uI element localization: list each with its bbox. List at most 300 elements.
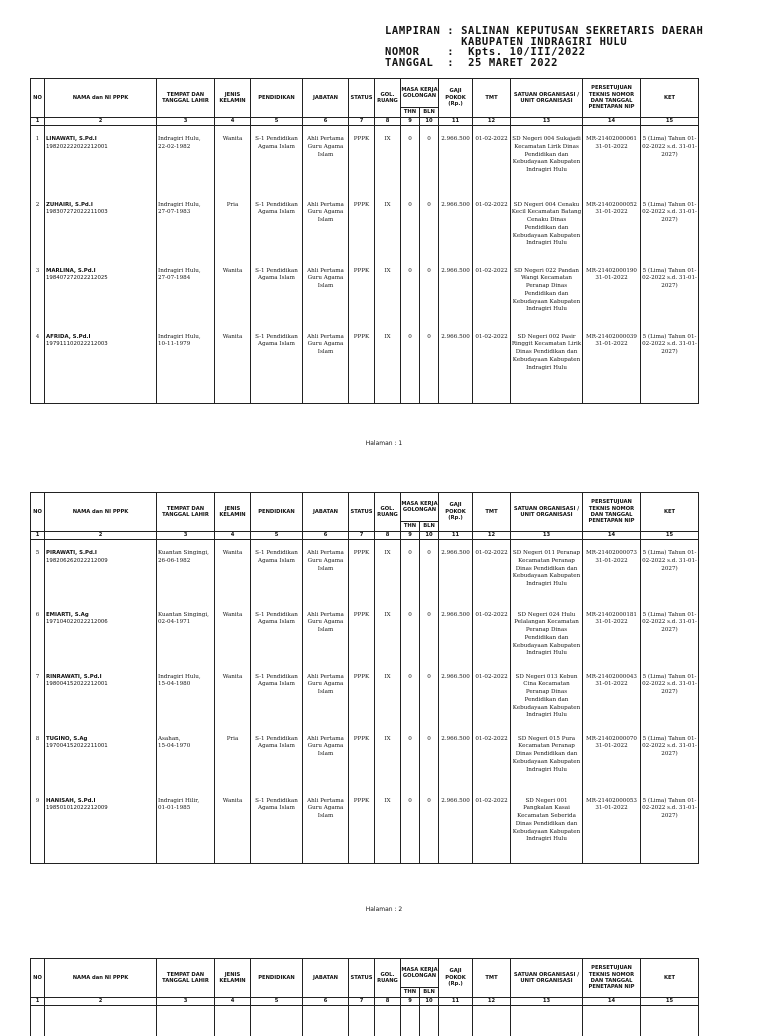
empty-cell (215, 850, 251, 864)
col-nama-header: NAMA dan NI PPPK (45, 959, 157, 998)
empty-cell (439, 850, 473, 864)
birth-place: Indragiri Hulu, (158, 333, 201, 340)
education: S-1 Pendidikan Agama Islam (251, 258, 303, 324)
column-number: 14 (583, 118, 641, 126)
col-jenis-header: JENIS KELAMIN (215, 79, 251, 118)
column-number: 4 (215, 998, 251, 1006)
empty-cell (439, 1006, 473, 1036)
approval-date: 31-01-2022 (595, 805, 628, 812)
remarks: 5 (Lima) Tahun 01-02-2022 s.d. 31-01-2027) (641, 540, 699, 602)
header-label: LAMPIRAN (385, 25, 441, 37)
column-number: 2 (45, 118, 157, 126)
col-bln-header: BLN (420, 108, 439, 118)
empty-cell (157, 1006, 215, 1036)
rank: IX (375, 126, 401, 192)
empty-cell (511, 850, 583, 864)
approval-number: MR-21402000043 (586, 673, 637, 680)
empty-cell (473, 850, 511, 864)
col-tmt-header: TMT (473, 493, 511, 532)
row-birth-cell (157, 664, 215, 726)
employee-nip: 198004152022212001 (46, 681, 108, 688)
position: Ahli Pertama Guru Agama Islam (303, 324, 349, 390)
row-birth-cell (157, 788, 215, 850)
service-years: 0 (401, 258, 420, 324)
column-number: 9 (401, 118, 420, 126)
col-masa-header: MASA KERJA GOLONGAN (401, 79, 439, 108)
basic-salary: 2.966.500 (439, 602, 473, 664)
row-number: 1 (31, 126, 45, 192)
empty-cell (420, 850, 439, 864)
column-number: 12 (473, 532, 511, 540)
col-persetujuan-header: PERSETUJUAN TEKNIS NOMOR DAN TANGGAL PENETAPAN NIP (583, 493, 641, 532)
empty-cell (31, 1006, 45, 1036)
column-number: 2 (45, 532, 157, 540)
table-row (31, 324, 699, 390)
col-jabatan-header: JABATAN (303, 959, 349, 998)
document-header (385, 26, 703, 68)
education: S-1 Pendidikan Agama Islam (251, 192, 303, 258)
basic-salary: 2.966.500 (439, 726, 473, 788)
header-separator: : (447, 56, 469, 69)
column-number: 11 (439, 532, 473, 540)
empty-cell (641, 1006, 699, 1036)
column-number: 1 (31, 532, 45, 540)
position: Ahli Pertama Guru Agama Islam (303, 602, 349, 664)
col-jenis-header: JENIS KELAMIN (215, 959, 251, 998)
col-thn-header: THN (401, 108, 420, 118)
row-number: 2 (31, 192, 45, 258)
education: S-1 Pendidikan Agama Islam (251, 664, 303, 726)
column-number: 8 (375, 118, 401, 126)
column-number-row (31, 532, 699, 540)
organization-unit: SD Negeri 024 Hulu Pelalangan Kecamatan Peranap Dinas Pendidikan dan Kebudayaan Kabupaten Indragiri Hulu (511, 602, 583, 664)
column-number: 7 (349, 532, 375, 540)
empty-cell (215, 390, 251, 404)
gender: Wanita (215, 602, 251, 664)
basic-salary: 2.966.500 (439, 788, 473, 850)
data-table (30, 78, 699, 404)
status: PPPK (349, 192, 375, 258)
birth-date: 22-02-1982 (158, 143, 191, 150)
service-months: 0 (420, 324, 439, 390)
position: Ahli Pertama Guru Agama Islam (303, 788, 349, 850)
gender: Pria (215, 192, 251, 258)
birth-date: 02-04-1971 (158, 619, 191, 626)
empty-cell (251, 1006, 303, 1036)
column-number: 2 (45, 998, 157, 1006)
row-birth-cell (157, 726, 215, 788)
row-birth-cell (157, 258, 215, 324)
employee-name: LINAWATI, S.Pd.I (46, 136, 97, 142)
rank: IX (375, 788, 401, 850)
remarks: 5 (Lima) Tahun 01-02-2022 s.d. 31-01-2027) (641, 192, 699, 258)
empty-cell (31, 850, 45, 864)
remarks: 5 (Lima) Tahun 01-02-2022 s.d. 31-01-2027) (641, 126, 699, 192)
row-number: 7 (31, 664, 45, 726)
rank: IX (375, 602, 401, 664)
column-number: 5 (251, 998, 303, 1006)
education: S-1 Pendidikan Agama Islam (251, 788, 303, 850)
col-no-header: NO (31, 959, 45, 998)
col-pendidikan-header: PENDIDIKAN (251, 493, 303, 532)
table-filler-row (31, 390, 699, 404)
gender: Wanita (215, 664, 251, 726)
col-gol-header: GOL. RUANG (375, 493, 401, 532)
employee-nip: 198202222022212001 (46, 143, 108, 150)
start-date: 01-02-2022 (473, 192, 511, 258)
column-number: 9 (401, 998, 420, 1006)
column-number: 5 (251, 532, 303, 540)
service-months: 0 (420, 664, 439, 726)
header-value: 25 MARET 2022 (468, 56, 559, 69)
empty-cell (401, 850, 420, 864)
approval-number: MR-21402000061 (586, 136, 637, 142)
empty-cell (583, 1006, 641, 1036)
remarks: 5 (Lima) Tahun 01-02-2022 s.d. 31-01-2027) (641, 726, 699, 788)
row-name-cell (45, 602, 157, 664)
column-number: 14 (583, 998, 641, 1006)
table-row (31, 726, 699, 788)
column-number: 6 (303, 998, 349, 1006)
column-number: 12 (473, 998, 511, 1006)
birth-date: 10-11-1979 (158, 341, 191, 348)
row-birth-cell (157, 602, 215, 664)
approval-date: 31-01-2022 (595, 681, 628, 688)
start-date: 01-02-2022 (473, 258, 511, 324)
service-months: 0 (420, 602, 439, 664)
col-gaji-header: GAJI POKOK (Rp.) (439, 959, 473, 998)
employee-name: MARLINA, S.Pd.I (46, 267, 96, 274)
position: Ahli Pertama Guru Agama Islam (303, 664, 349, 726)
service-months: 0 (420, 726, 439, 788)
approval-date: 31-01-2022 (595, 209, 628, 216)
status: PPPK (349, 664, 375, 726)
row-name-cell (45, 788, 157, 850)
empty-cell (420, 1006, 439, 1036)
col-satuan-header: SATUAN ORGANISASI / UNIT ORGANISASI (511, 959, 583, 998)
col-pendidikan-header: PENDIDIKAN (251, 79, 303, 118)
approval-cell (583, 324, 641, 390)
employee-name: HANISAH, S.Pd.I (46, 797, 96, 804)
status: PPPK (349, 788, 375, 850)
birth-place: Indragiri Hulu, (158, 267, 201, 274)
approval-cell (583, 192, 641, 258)
empty-cell (641, 390, 699, 404)
column-number-row (31, 118, 699, 126)
service-years: 0 (401, 726, 420, 788)
remarks: 5 (Lima) Tahun 01-02-2022 s.d. 31-01-2027) (641, 664, 699, 726)
empty-cell (583, 850, 641, 864)
empty-cell (349, 390, 375, 404)
organization-unit: SD Negeri 015 Pura Kecamatan Peranap Dinas Pendidikan dan Kebudayaan Kabupaten Indragiri Hulu (511, 726, 583, 788)
col-gol-header: GOL. RUANG (375, 79, 401, 118)
empty-cell (303, 390, 349, 404)
row-number: 9 (31, 788, 45, 850)
row-name-cell (45, 726, 157, 788)
table-row (31, 540, 699, 602)
col-ket-header: KET (641, 79, 699, 118)
header-label: NOMOR (385, 46, 448, 58)
column-number: 14 (583, 532, 641, 540)
approval-date: 31-01-2022 (595, 275, 628, 282)
column-number: 11 (439, 998, 473, 1006)
column-number: 3 (157, 532, 215, 540)
basic-salary: 2.966.500 (439, 324, 473, 390)
empty-cell (45, 1006, 157, 1036)
empty-cell (215, 1006, 251, 1036)
empty-cell (473, 1006, 511, 1036)
service-months: 0 (420, 540, 439, 602)
approval-cell (583, 258, 641, 324)
col-satuan-header: SATUAN ORGANISASI / UNIT ORGANISASI (511, 493, 583, 532)
birth-place: Indragiri Hulu, (158, 136, 201, 142)
empty-cell (511, 1006, 583, 1036)
row-number: 3 (31, 258, 45, 324)
row-number: 4 (31, 324, 45, 390)
birth-date: 15-04-1970 (158, 743, 191, 750)
row-birth-cell (157, 192, 215, 258)
col-jabatan-header: JABATAN (303, 493, 349, 532)
education: S-1 Pendidikan Agama Islam (251, 726, 303, 788)
employee-nip: 198307272022211003 (46, 209, 108, 216)
col-ket-header: KET (641, 493, 699, 532)
rank: IX (375, 664, 401, 726)
organization-unit: SD Negeri 001 Pangkalan Kasai Kecamatan Seberida Dinas Pendidikan dan Kebudayaan Kabupaten Indragiri Hulu (511, 788, 583, 850)
column-number: 15 (641, 118, 699, 126)
service-years: 0 (401, 540, 420, 602)
header-value: SALINAN KEPUTUSAN SEKRETARIS DAERAH (461, 25, 704, 37)
education: S-1 Pendidikan Agama Islam (251, 602, 303, 664)
rank: IX (375, 258, 401, 324)
approval-cell (583, 788, 641, 850)
position: Ahli Pertama Guru Agama Islam (303, 726, 349, 788)
col-tmt-header: TMT (473, 79, 511, 118)
col-thn-header: THN (401, 988, 420, 998)
approval-number: MR-21402000190 (586, 267, 637, 274)
education: S-1 Pendidikan Agama Islam (251, 126, 303, 192)
position: Ahli Pertama Guru Agama Islam (303, 540, 349, 602)
header-value: Kpts. 10/III/2022 (468, 46, 586, 58)
column-number: 11 (439, 118, 473, 126)
empty-cell (303, 850, 349, 864)
col-jenis-header: JENIS KELAMIN (215, 493, 251, 532)
start-date: 01-02-2022 (473, 540, 511, 602)
col-tempat-header: TEMPAT DAN TANGGAL LAHIR (157, 493, 215, 532)
service-months: 0 (420, 192, 439, 258)
service-months: 0 (420, 258, 439, 324)
remarks: 5 (Lima) Tahun 01-02-2022 s.d. 31-01-2027) (641, 788, 699, 850)
header-line (385, 58, 703, 69)
empty-cell (401, 1006, 420, 1036)
col-no-header: NO (31, 493, 45, 532)
col-masa-header: MASA KERJA GOLONGAN (401, 493, 439, 522)
empty-cell (157, 390, 215, 404)
column-number: 4 (215, 118, 251, 126)
empty-cell (375, 1006, 401, 1036)
approval-number: MR-21402000070 (586, 735, 637, 742)
service-years: 0 (401, 664, 420, 726)
column-number: 8 (375, 532, 401, 540)
col-jabatan-header: JABATAN (303, 79, 349, 118)
col-nama-header: NAMA dan NI PPPK (45, 493, 157, 532)
birth-date: 27-07-1983 (158, 209, 191, 216)
column-number: 1 (31, 118, 45, 126)
employee-nip: 197104022022212006 (46, 619, 108, 626)
basic-salary: 2.966.500 (439, 258, 473, 324)
empty-cell (349, 850, 375, 864)
birth-place: Kuantan Singingi, (158, 550, 209, 556)
row-birth-cell (157, 126, 215, 192)
column-number: 4 (215, 532, 251, 540)
empty-cell (641, 850, 699, 864)
approval-date: 31-01-2022 (595, 341, 628, 348)
employee-name: PIRAWATI, S.Pd.I (46, 550, 97, 556)
start-date: 01-02-2022 (473, 664, 511, 726)
gender: Wanita (215, 788, 251, 850)
column-number-row (31, 998, 699, 1006)
approval-cell (583, 664, 641, 726)
organization-unit: SD Negeri 011 Peranap Kecamatan Peranap Dinas Pendidikan dan Kebudayaan Kabupaten Indragiri Hulu (511, 540, 583, 602)
column-number: 9 (401, 532, 420, 540)
start-date: 01-02-2022 (473, 602, 511, 664)
employee-name: TUGINO, S.Ag (46, 735, 88, 742)
approval-number: MR-21402000181 (586, 611, 637, 618)
row-number: 5 (31, 540, 45, 602)
status: PPPK (349, 324, 375, 390)
empty-cell (420, 390, 439, 404)
table-row (31, 258, 699, 324)
empty-cell (303, 1006, 349, 1036)
birth-place: Indragiri Hilir, (158, 797, 200, 804)
col-persetujuan-header: PERSETUJUAN TEKNIS NOMOR DAN TANGGAL PENETAPAN NIP (583, 959, 641, 998)
employee-name: ZUHAIRI, S.Pd.I (46, 201, 93, 208)
rank: IX (375, 726, 401, 788)
empty-cell (473, 390, 511, 404)
employee-nip: 197004152022211001 (46, 743, 108, 750)
approval-cell (583, 126, 641, 192)
empty-cell (157, 850, 215, 864)
empty-cell (401, 390, 420, 404)
service-years: 0 (401, 324, 420, 390)
organization-unit: SD Negeri 004 Sukajadi Kecamatan Lirik Dinas Pendidikan dan Kebudayaan Kabupaten Indragiri Hulu (511, 126, 583, 192)
remarks: 5 (Lima) Tahun 01-02-2022 s.d. 31-01-2027) (641, 324, 699, 390)
header-separator: : (447, 46, 469, 58)
remarks: 5 (Lima) Tahun 01-02-2022 s.d. 31-01-2027) (641, 258, 699, 324)
col-no-header: NO (31, 79, 45, 118)
empty-cell (251, 390, 303, 404)
col-bln-header: BLN (420, 522, 439, 532)
header-separator: : (440, 25, 462, 37)
col-pendidikan-header: PENDIDIKAN (251, 959, 303, 998)
employee-name: RINRAWATI, S.Pd.I (46, 673, 102, 680)
employee-nip: 198206262022212009 (46, 557, 108, 564)
col-tempat-header: TEMPAT DAN TANGGAL LAHIR (157, 79, 215, 118)
column-number: 15 (641, 532, 699, 540)
empty-cell (31, 390, 45, 404)
gender: Wanita (215, 258, 251, 324)
table-row (31, 788, 699, 850)
column-number: 15 (641, 998, 699, 1006)
column-number: 13 (511, 118, 583, 126)
col-gaji-header: GAJI POKOK (Rp.) (439, 79, 473, 118)
approval-date: 31-01-2022 (595, 557, 628, 564)
birth-date: 15-04-1980 (158, 681, 191, 688)
gender: Pria (215, 726, 251, 788)
organization-unit: SD Negeri 022 Pandan Wangi Kecamatan Peranap Dinas Pendidikan dan Kebudayaan Kabupaten Indragiri Hulu (511, 258, 583, 324)
column-number: 10 (420, 998, 439, 1006)
col-persetujuan-header: PERSETUJUAN TEKNIS NOMOR DAN TANGGAL PENETAPAN NIP (583, 79, 641, 118)
service-years: 0 (401, 126, 420, 192)
row-birth-cell (157, 324, 215, 390)
birth-date: 26-06-1982 (158, 557, 191, 564)
col-status-header: STATUS (349, 959, 375, 998)
approval-date: 31-01-2022 (595, 619, 628, 626)
table-filler-row (31, 850, 699, 864)
row-number: 8 (31, 726, 45, 788)
col-ket-header: KET (641, 959, 699, 998)
service-months: 0 (420, 126, 439, 192)
service-years: 0 (401, 788, 420, 850)
approval-date: 31-01-2022 (595, 743, 628, 750)
col-gol-header: GOL. RUANG (375, 959, 401, 998)
service-years: 0 (401, 602, 420, 664)
remarks: 5 (Lima) Tahun 01-02-2022 s.d. 31-01-2027) (641, 602, 699, 664)
header-label: TANGGAL (385, 56, 448, 69)
table-row (31, 602, 699, 664)
col-tmt-header: TMT (473, 959, 511, 998)
column-number: 1 (31, 998, 45, 1006)
education: S-1 Pendidikan Agama Islam (251, 324, 303, 390)
employee-nip: 198407272022212025 (46, 275, 108, 282)
column-number: 8 (375, 998, 401, 1006)
empty-cell (45, 850, 157, 864)
status: PPPK (349, 726, 375, 788)
column-number: 12 (473, 118, 511, 126)
empty-cell (583, 390, 641, 404)
approval-number: MR-21402000052 (586, 201, 637, 208)
birth-place: Kuantan Singingi, (158, 611, 209, 618)
col-thn-header: THN (401, 522, 420, 532)
basic-salary: 2.966.500 (439, 126, 473, 192)
row-name-cell (45, 324, 157, 390)
start-date: 01-02-2022 (473, 726, 511, 788)
gender: Wanita (215, 126, 251, 192)
column-number: 10 (420, 532, 439, 540)
empty-cell (251, 850, 303, 864)
status: PPPK (349, 258, 375, 324)
approval-cell (583, 540, 641, 602)
row-number: 6 (31, 602, 45, 664)
row-name-cell (45, 126, 157, 192)
empty-cell (511, 390, 583, 404)
approval-number: MR-21402000039 (586, 333, 637, 340)
birth-place: Asahan, (158, 735, 181, 742)
position: Ahli Pertama Guru Agama Islam (303, 126, 349, 192)
page-footer: Halaman : 2 (365, 906, 403, 913)
col-gaji-header: GAJI POKOK (Rp.) (439, 493, 473, 532)
table-row (31, 126, 699, 192)
education: S-1 Pendidikan Agama Islam (251, 540, 303, 602)
empty-cell (349, 1006, 375, 1036)
birth-date: 01-01-1985 (158, 805, 191, 812)
row-name-cell (45, 258, 157, 324)
table-filler-row (31, 1006, 699, 1036)
start-date: 01-02-2022 (473, 126, 511, 192)
service-months: 0 (420, 788, 439, 850)
gender: Wanita (215, 540, 251, 602)
empty-cell (375, 850, 401, 864)
approval-number: MR-21402000053 (586, 797, 637, 804)
